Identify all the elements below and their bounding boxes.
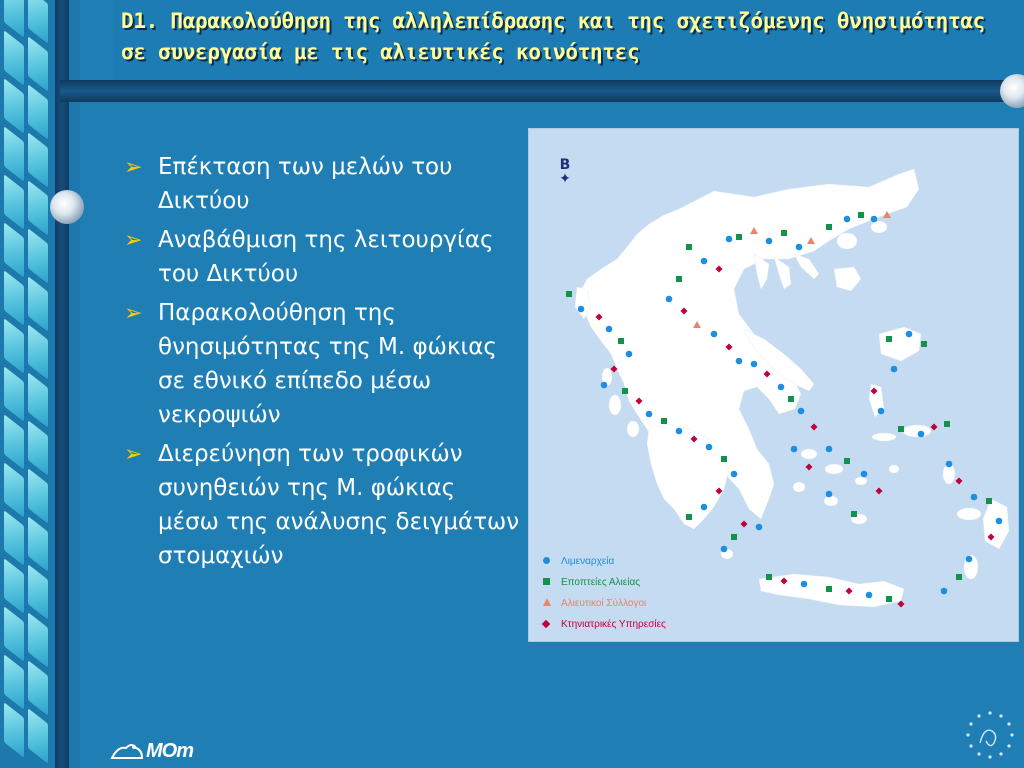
legend-item xyxy=(543,572,666,593)
ribbon-decoration xyxy=(28,36,48,92)
ribbon-decoration xyxy=(4,174,24,230)
fishery-office-marker xyxy=(781,230,787,236)
header-orb-decoration xyxy=(1000,74,1024,108)
fisher-association-marker xyxy=(883,211,891,218)
bullet-item xyxy=(120,437,520,573)
eu-stars-emblem-icon xyxy=(960,705,1020,765)
fishery-office-marker xyxy=(622,388,628,394)
harbour-office-marker xyxy=(844,216,851,223)
veterinary-service-marker xyxy=(681,308,688,315)
veterinary-service-marker xyxy=(726,344,733,351)
fishery-office-marker xyxy=(788,396,794,402)
fishery-office-marker xyxy=(826,224,832,230)
ribbon-decoration xyxy=(4,318,24,374)
ribbon-decoration xyxy=(28,324,48,380)
fishery-office-marker xyxy=(944,421,950,427)
fisher-association-marker xyxy=(693,321,701,328)
veterinary-service-marker xyxy=(596,314,603,321)
ribbon-decoration xyxy=(4,222,24,278)
ribbon-decoration xyxy=(28,228,48,284)
fishery-office-marker xyxy=(826,586,832,592)
harbour-office-marker xyxy=(778,384,785,391)
square-icon xyxy=(543,578,550,585)
harbour-office-marker xyxy=(866,592,873,599)
fishery-office-marker xyxy=(676,276,682,282)
harbour-office-marker xyxy=(731,471,738,478)
legend-label: Εποπτείες Αλιείας xyxy=(561,577,641,588)
bullet-text: Αναβάθμιση της λειτουργίας του Δικτύου xyxy=(158,227,494,287)
fishery-office-marker xyxy=(686,514,692,520)
ribbon-decoration xyxy=(28,132,48,188)
bullet-item xyxy=(120,296,520,432)
veterinary-service-marker xyxy=(636,398,643,405)
arrow-bullet-icon: ➢ xyxy=(124,228,143,253)
harbour-office-marker xyxy=(791,446,798,453)
fishery-office-marker xyxy=(851,511,857,517)
ribbon-decoration xyxy=(28,372,48,428)
bullet-text: Παρακολούθηση της θνησιμότητας της Μ. φώκιας σε εθνικό επίπεδο μέσω νεκροψιών xyxy=(158,300,497,428)
harbour-office-marker xyxy=(826,446,833,453)
fishery-office-marker xyxy=(686,244,692,250)
bullet-item xyxy=(120,150,520,218)
fishery-office-marker xyxy=(956,574,962,580)
veterinary-service-marker xyxy=(811,424,818,431)
fishery-office-marker xyxy=(731,534,737,540)
side-orb-decoration xyxy=(50,190,84,224)
ribbon-decoration xyxy=(4,558,24,614)
harbour-office-marker xyxy=(766,238,773,245)
legend-label: Κτηνιατρικές Υπηρεσίες xyxy=(561,619,666,630)
slide-title: D1. Παρακολούθηση της αλληλεπίδρασης και της σχετιζόμενης θνησιμότητας σε συνεργασία με τις αλιευτικές κοινότητες xyxy=(121,9,986,64)
harbour-office-marker xyxy=(666,296,673,303)
ribbon-decoration xyxy=(28,660,48,716)
header-divider-bar xyxy=(60,80,1024,102)
harbour-office-marker xyxy=(578,306,585,313)
ribbon-decoration xyxy=(4,414,24,470)
harbour-office-marker xyxy=(756,524,763,531)
harbour-office-marker xyxy=(606,326,613,333)
harbour-office-marker xyxy=(906,331,913,338)
fishery-office-marker xyxy=(618,338,624,344)
harbour-office-marker xyxy=(918,431,925,438)
circle-icon xyxy=(543,557,550,564)
veterinary-service-marker xyxy=(846,588,853,595)
harbour-office-marker xyxy=(941,588,948,595)
fisher-association-marker xyxy=(750,227,758,234)
veterinary-service-marker xyxy=(611,366,618,373)
bullet-list xyxy=(120,150,520,578)
veterinary-service-marker xyxy=(691,436,698,443)
veterinary-service-marker xyxy=(741,521,748,528)
harbour-office-marker xyxy=(996,518,1003,525)
legend-label: Λιμεναρχεία xyxy=(561,556,615,567)
ribbon-decoration xyxy=(28,612,48,668)
ribbon-decoration xyxy=(28,0,48,44)
veterinary-service-marker xyxy=(988,534,995,541)
compass-star-icon: ✦ xyxy=(559,171,571,187)
harbour-office-marker xyxy=(891,366,898,373)
fishery-office-marker xyxy=(858,212,864,218)
fishery-office-marker xyxy=(886,336,892,342)
harbour-office-marker xyxy=(871,216,878,223)
fishery-office-marker xyxy=(736,234,742,240)
harbour-office-marker xyxy=(626,351,633,358)
arrow-bullet-icon: ➢ xyxy=(124,301,143,326)
diamond-icon xyxy=(542,620,550,628)
ribbon-decoration xyxy=(28,468,48,524)
arrow-bullet-icon: ➢ xyxy=(124,155,143,180)
ribbon-decoration xyxy=(4,30,24,86)
ribbon-decoration xyxy=(4,270,24,326)
map-legend xyxy=(543,551,666,635)
ribbon-decoration xyxy=(28,276,48,332)
harbour-office-marker xyxy=(701,258,708,265)
harbour-office-marker xyxy=(861,471,868,478)
harbour-office-marker xyxy=(798,408,805,415)
veterinary-service-marker xyxy=(871,388,878,395)
ribbon-decoration xyxy=(28,564,48,620)
legend-item xyxy=(543,551,666,572)
fisher-association-marker xyxy=(807,237,815,244)
bullet-text: Επέκταση των μελών του Δικτύου xyxy=(158,154,453,214)
harbour-office-marker xyxy=(736,358,743,365)
fishery-office-marker xyxy=(766,574,772,580)
ribbon-decoration xyxy=(28,708,48,764)
fishery-office-marker xyxy=(986,498,992,504)
veterinary-service-marker xyxy=(806,464,813,471)
vertical-bar xyxy=(55,0,69,768)
greece-map xyxy=(528,128,1019,642)
harbour-office-marker xyxy=(878,408,885,415)
ribbon-decoration xyxy=(4,462,24,518)
harbour-office-marker xyxy=(966,556,973,563)
veterinary-service-marker xyxy=(956,478,963,485)
fishery-office-marker xyxy=(721,456,727,462)
harbour-office-marker xyxy=(946,461,953,468)
ribbon-decoration xyxy=(4,606,24,662)
veterinary-service-marker xyxy=(876,488,883,495)
fishery-office-marker xyxy=(566,291,572,297)
harbour-office-marker xyxy=(701,504,708,511)
ribbon-decoration xyxy=(4,510,24,566)
harbour-office-marker xyxy=(801,581,808,588)
arrow-bullet-icon: ➢ xyxy=(124,442,143,467)
harbour-office-marker xyxy=(971,494,978,501)
ribbon-decoration xyxy=(4,78,24,134)
veterinary-service-marker xyxy=(781,578,788,585)
bullet-text: Διερεύνηση των τροφικών συνηθειών της Μ. φώκιας μέσω της ανάλυσης δειγμάτων στομαχιών xyxy=(158,441,520,569)
harbour-office-marker xyxy=(646,411,653,418)
fishery-office-marker xyxy=(898,426,904,432)
seal-logo-icon xyxy=(110,738,144,762)
veterinary-service-marker xyxy=(931,424,938,431)
triangle-icon xyxy=(543,598,551,606)
harbour-office-marker xyxy=(706,444,713,451)
logo-text: MOm xyxy=(146,740,193,762)
fishery-office-marker xyxy=(661,418,667,424)
ribbon-decoration xyxy=(4,366,24,422)
veterinary-service-marker xyxy=(764,371,771,378)
harbour-office-marker xyxy=(796,244,803,251)
ribbon-decoration xyxy=(28,516,48,572)
left-decorative-strip xyxy=(0,0,80,768)
ribbon-decoration xyxy=(28,84,48,140)
ribbon-decoration xyxy=(4,702,24,758)
ribbon-decoration xyxy=(4,654,24,710)
harbour-office-marker xyxy=(711,331,718,338)
legend-item xyxy=(543,593,666,614)
harbour-office-marker xyxy=(751,361,758,368)
veterinary-service-marker xyxy=(716,488,723,495)
harbour-office-marker xyxy=(726,236,733,243)
bullet-item xyxy=(120,223,520,291)
fishery-office-marker xyxy=(886,596,892,602)
ribbon-decoration xyxy=(28,180,48,236)
harbour-office-marker xyxy=(721,546,728,553)
north-compass xyxy=(553,157,577,187)
harbour-office-marker xyxy=(601,382,608,389)
ribbon-decoration xyxy=(28,420,48,476)
veterinary-service-marker xyxy=(898,601,905,608)
legend-item xyxy=(543,614,666,635)
ribbon-decoration xyxy=(4,126,24,182)
north-label: Β xyxy=(559,157,571,173)
veterinary-service-marker xyxy=(716,266,723,273)
fishery-office-marker xyxy=(844,458,850,464)
legend-label: Αλιευτικοί Σύλλογοι xyxy=(561,598,647,609)
harbour-office-marker xyxy=(676,428,683,435)
harbour-office-marker xyxy=(826,491,833,498)
fishery-office-marker xyxy=(921,341,927,347)
